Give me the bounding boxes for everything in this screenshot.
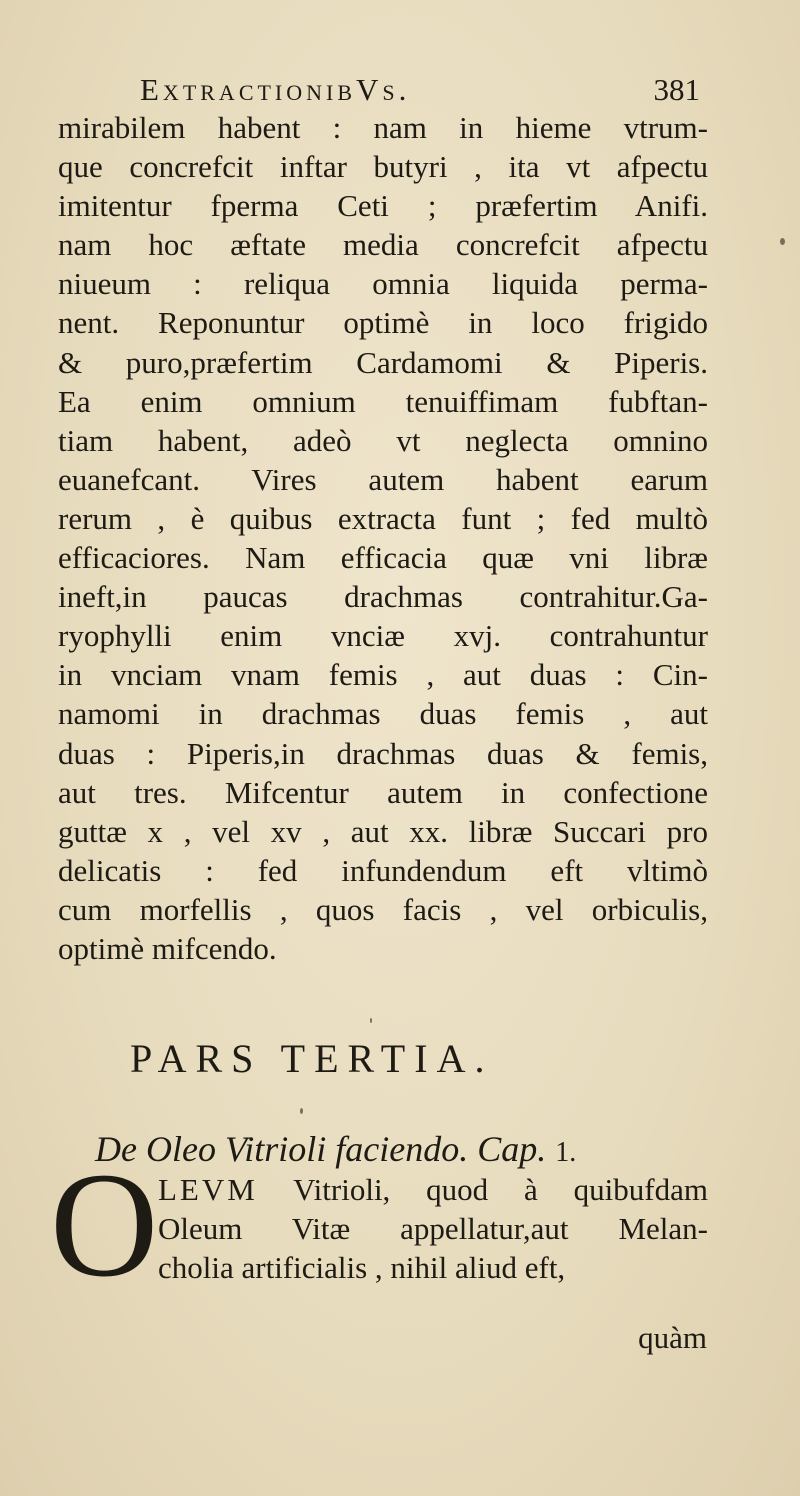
text-line-last: optimè mifcendo.: [58, 930, 277, 966]
catchword: quàm: [638, 1320, 707, 1355]
chapter-line: Vitrioli, quod à quibufdam: [293, 1172, 708, 1207]
text-line: euanefcant. Vires autem habent earum: [58, 461, 708, 497]
chapter-text: [158, 1170, 708, 1287]
text-line: duas : Piperis,in drachmas duas & femis,: [58, 735, 708, 771]
text-line: rerum , è quibus extracta funt ; fed multò: [58, 500, 708, 536]
text-line: & puro,præfertim Cardamomi & Piperis.: [58, 344, 708, 380]
text-line: imitentur fperma Ceti ; præfertim Anifi.: [58, 188, 708, 224]
paper-speck: [370, 1018, 372, 1023]
chapter-title: [95, 1128, 576, 1170]
text-line: nent. Reponuntur optimè in loco frigido: [58, 305, 708, 341]
drop-cap: O: [50, 1142, 159, 1308]
running-head: ExtractionibVs.: [140, 72, 411, 107]
page-header: [140, 72, 700, 112]
text-line: cum morfellis , quos facis , vel orbiculis,: [58, 891, 708, 927]
text-line: aut tres. Mifcentur autem in confectione: [58, 774, 708, 810]
chapter-number: 1.: [555, 1137, 577, 1168]
chapter-title-text: De Oleo Vitrioli faciendo. Cap.: [95, 1129, 547, 1169]
text-line: ineft,in paucas drachmas contrahitur.Ga-: [58, 579, 708, 615]
text-line: Ea enim omnium tenuiffimam fubftan-: [58, 383, 708, 419]
text-line: niueum : reliqua omnia liquida perma-: [58, 266, 708, 302]
chapter-lead-word: LEVM: [158, 1172, 258, 1207]
text-line: que concrefcit inftar butyri , ita vt afpectu: [58, 149, 708, 185]
text-line: mirabilem habent : nam in hieme vtrum-: [58, 110, 708, 145]
text-line: delicatis : fed infundendum eft vltimò: [58, 852, 708, 888]
text-line: efficaciores. Nam efficacia quæ vni libræ: [58, 540, 708, 576]
text-line: namomi in drachmas duas femis , aut: [58, 696, 708, 732]
chapter-first-line: [158, 1170, 708, 1209]
text-line: in vnciam vnam femis , aut duas : Cin-: [58, 657, 708, 693]
text-line: guttæ x , vel xv , aut xx. libræ Succari pro: [58, 813, 708, 849]
text-line: nam hoc æftate media concrefcit afpectu: [58, 227, 708, 263]
section-title: PARS TERTIA.: [130, 1036, 494, 1081]
body-text: [58, 108, 708, 968]
text-line: tiam habent, adeò vt neglecta omnino: [58, 422, 708, 458]
paper-speck: [300, 1108, 303, 1114]
chapter-line: cholia artificialis , nihil aliud eft,: [158, 1250, 566, 1286]
paper-speck: [780, 238, 785, 245]
chapter-line: Oleum Vitæ appellatur,aut Melan-: [158, 1211, 708, 1247]
page-number: 381: [653, 72, 700, 107]
text-line: ryophylli enim vnciæ xvj. contrahuntur: [58, 618, 708, 654]
